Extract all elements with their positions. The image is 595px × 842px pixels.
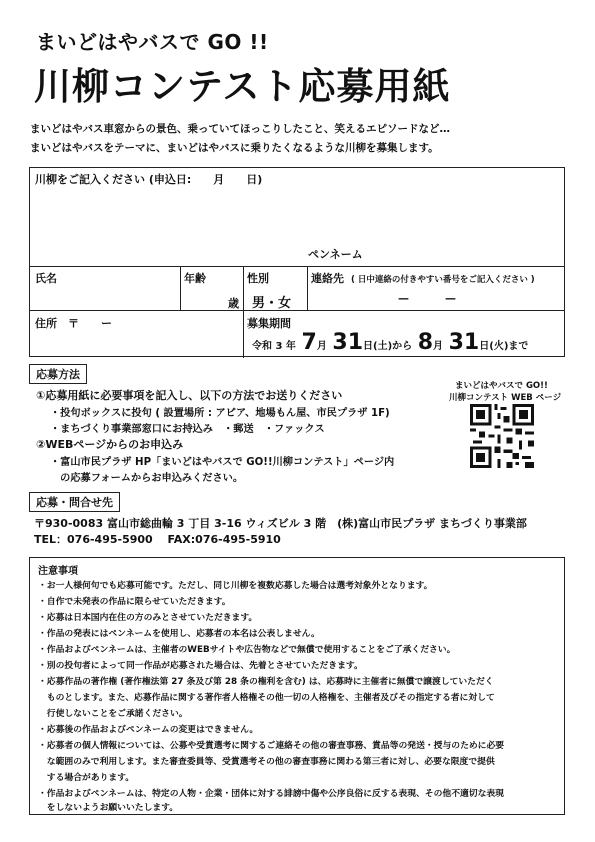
note-line: ・作品およびペンネームは、主催者のWEBサイトや広告物などで無償で使用することをご了承ください。 bbox=[38, 645, 456, 655]
method-item-1: ①応募用紙に必要事項を記入し、以下の方法でお送りください bbox=[36, 389, 343, 402]
note-line: ・応募者の個人情報については、公募や受賞選考に関するご連絡その他の審査事務、賞品等の発送・授与のために必要 bbox=[38, 741, 505, 751]
contact-address: 〒930-0083 富山市総曲輪 3 丁目 3-16 ウィズビル 3 階 (株)富山市民プラザ まちづくり事業部 bbox=[34, 517, 527, 530]
note-line: する場合があります。 bbox=[38, 773, 135, 783]
col-divider-sex-contact bbox=[307, 266, 308, 310]
senryu-field-label: 川柳をご記入ください (申込日: 月 日) bbox=[35, 173, 263, 186]
contact-tel-fax: TEL：076-495-5900 FAX:076-495-5910 bbox=[34, 533, 281, 546]
contact-heading: 応募・問合せ先 bbox=[29, 492, 120, 512]
period-label: 募集期間 bbox=[247, 317, 291, 330]
period-from: から bbox=[392, 341, 413, 352]
intro-line-1: まいどはやバス車窓からの景色、乗っていてほっこりしたこと、笑えるエピソードなど… bbox=[30, 123, 450, 135]
period-month-unit-end: 月 bbox=[433, 341, 444, 352]
address-label: 住所 〒 ー bbox=[35, 317, 112, 330]
contact-note: ( 日中連絡の付きやすい番号をご記入ください ) bbox=[351, 275, 535, 285]
age-label: 年齢 bbox=[184, 272, 206, 285]
qr-code-icon[interactable] bbox=[470, 404, 534, 468]
period-day-end: 31 bbox=[448, 330, 480, 355]
col-divider-age-sex bbox=[243, 266, 244, 358]
note-line: ・応募作品の著作権 (著作権法第 27 条及び第 28 条の権利を含む) は、応募時に主催者に無償で譲渡していただく bbox=[38, 677, 494, 687]
method-sub-3: ・富山市民プラザ HP「まいどはやバスで GO!!川柳コンテスト」ページ内 bbox=[50, 457, 395, 468]
penname-label: ペンネーム bbox=[308, 248, 363, 261]
contact-field[interactable] bbox=[310, 286, 562, 308]
note-line: ・作品およびペンネームは、特定の人物・企業・団体に対する誹謗中傷や公序良俗に反する表現、その他不適切な表現 bbox=[38, 789, 504, 799]
note-line: な範囲のみで利用します。また審査委員等、受賞選考その他の審査事務に関わる第三者に対し、必要な限度で提供 bbox=[38, 757, 495, 767]
row-divider-2 bbox=[30, 310, 564, 311]
period-dates bbox=[252, 330, 528, 355]
notes-box bbox=[29, 557, 565, 815]
note-line: ・作品の発表にはペンネームを使用し、応募者の本名は公表しません。 bbox=[38, 629, 320, 639]
period-weekday-start: (土) bbox=[373, 341, 393, 352]
age-unit: 歳 bbox=[228, 297, 239, 310]
qr-caption-2: 川柳コンテスト WEB ページ bbox=[449, 393, 562, 403]
sex-label: 性別 bbox=[247, 272, 269, 285]
notes-heading: 注意事項 bbox=[38, 566, 78, 577]
period-era: 令和 3 年 bbox=[252, 341, 296, 352]
method-sub-4: の応募フォームからお申込みください。 bbox=[50, 473, 244, 484]
intro-line-2: まいどはやバスをテーマに、まいどはやバスに乗りたくなるような川柳を募集します。 bbox=[30, 142, 439, 154]
note-line: ・応募後の作品およびペンネームの変更はできません。 bbox=[38, 725, 259, 735]
address-field[interactable] bbox=[32, 330, 241, 356]
age-field[interactable] bbox=[182, 284, 226, 308]
note-line: ・別の投句者によって同一作品が応募された場合は、先着とさせていただきます。 bbox=[38, 661, 363, 671]
col-divider-name-age bbox=[180, 266, 181, 310]
page-subtitle: まいどはやバスで GO !! bbox=[36, 30, 269, 54]
row-divider-1 bbox=[30, 266, 564, 267]
contact-dash-2: — bbox=[445, 292, 456, 305]
method-heading: 応募方法 bbox=[29, 364, 87, 384]
senryu-input-area[interactable] bbox=[32, 186, 562, 264]
period-day-start: 31 bbox=[332, 330, 364, 355]
period-day-unit-start: 日 bbox=[363, 341, 374, 352]
note-line: ・自作で未発表の作品に限らせていただきます。 bbox=[38, 597, 231, 607]
period-month-unit-start: 月 bbox=[316, 341, 327, 352]
period-to: まで bbox=[508, 341, 529, 352]
note-line: 行使しないことをご承諾ください。 bbox=[38, 709, 188, 719]
qr-caption-1: まいどはやバスで GO!! bbox=[455, 381, 548, 391]
contact-label: 連絡先 bbox=[311, 272, 344, 285]
period-day-unit-end: 日 bbox=[479, 341, 490, 352]
contact-dash-1: — bbox=[398, 292, 409, 305]
period-month-start: 7 bbox=[301, 330, 317, 355]
period-weekday-end: (火) bbox=[489, 341, 509, 352]
name-label: 氏名 bbox=[35, 272, 57, 285]
sex-options[interactable]: 男・女 bbox=[252, 296, 292, 311]
application-form bbox=[29, 167, 565, 357]
note-line: ・お一人様何句でも応募可能です。ただし、同じ川柳を複数応募した場合は選考対象外となります。 bbox=[38, 581, 433, 591]
method-sub-1: ・投句ボックスに投句 ( 設置場所 : アピア、地場もん屋、市民プラザ 1F) bbox=[50, 408, 390, 419]
note-line: をしないようお願いいたします。 bbox=[38, 803, 179, 813]
name-field[interactable] bbox=[32, 284, 178, 308]
method-item-2: ②WEBページからのお申込み bbox=[36, 438, 184, 451]
method-sub-2: ・まちづくり事業部窓口にお持込み ・郵送 ・ファックス bbox=[50, 424, 325, 435]
note-line: ・応募は日本国内在住の方のみとさせていただきます。 bbox=[38, 613, 258, 623]
page-title: 川柳コンテスト応募用紙 bbox=[34, 65, 451, 108]
note-line: ものとします。また、応募作品に関する著作者人格権その他一切の人格権を、主催者及びその指定する者に対して bbox=[38, 693, 495, 703]
period-month-end: 8 bbox=[417, 330, 434, 355]
